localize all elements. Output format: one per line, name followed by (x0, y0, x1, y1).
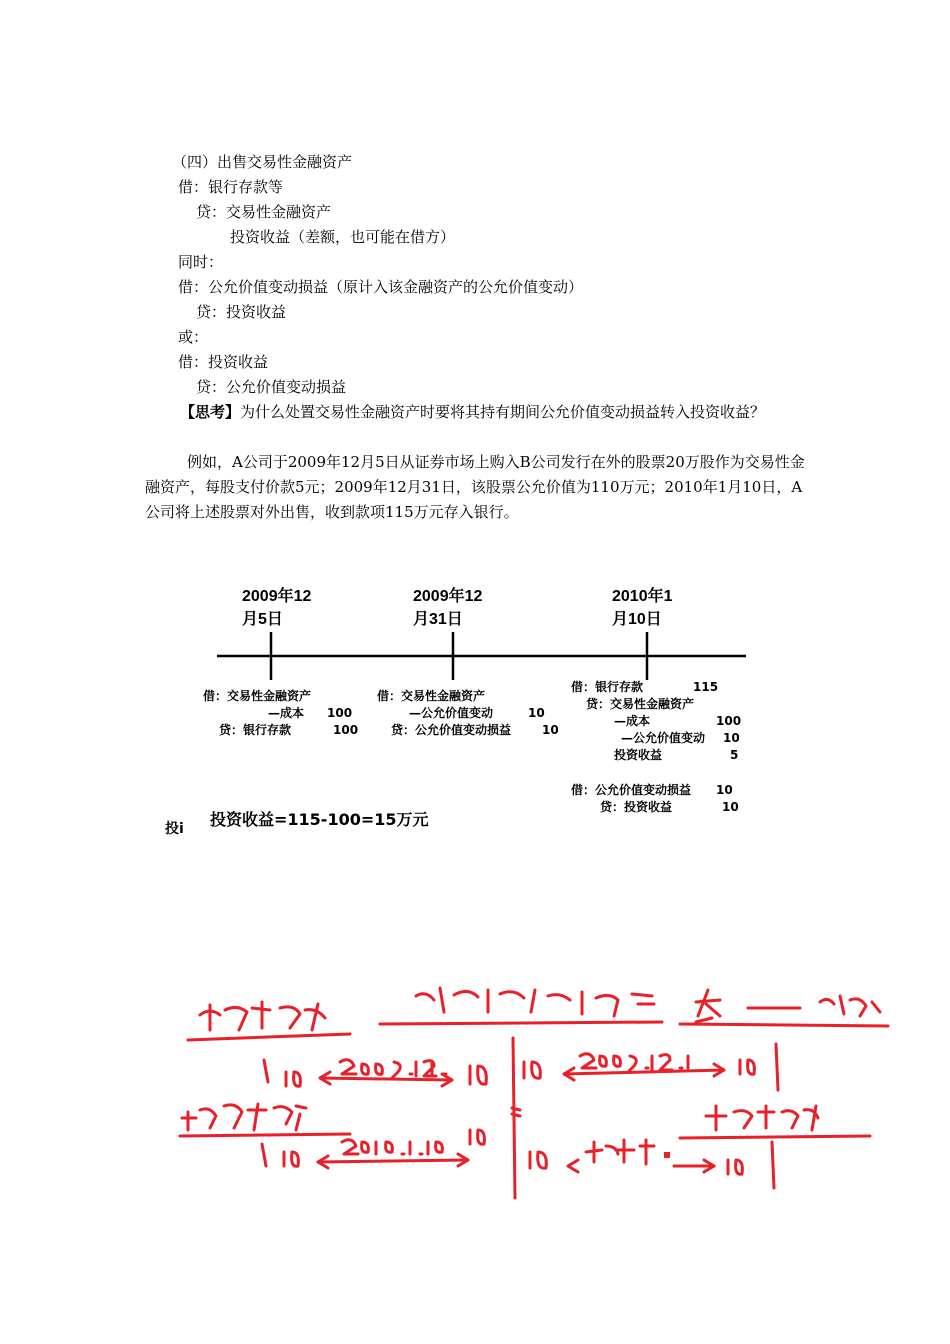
journal-entry-3-credit: 贷：交易性金融资产 (586, 697, 695, 711)
date-line: 月31日 (413, 611, 463, 628)
arrow-line (320, 1078, 452, 1080)
journal-entry-1-debit: 借：交易性金融资产 (203, 689, 312, 703)
t-account-line (380, 1022, 662, 1024)
date-line: 2009年12 (413, 588, 483, 605)
text-line: 贷：交易性金融资产 (196, 203, 332, 221)
journal-entry-1-sub-amount: 100 (327, 706, 353, 720)
text-line: 同时： (178, 253, 224, 271)
t-account-line (776, 1044, 778, 1090)
t-account-line (680, 1136, 870, 1138)
journal-entry-2-sub-amount: 10 (528, 706, 545, 720)
t-account-line (188, 1034, 350, 1040)
arrow-line (564, 1070, 724, 1074)
think-tag: 【思考】 (180, 403, 241, 421)
date-line: 月10日 (612, 611, 662, 628)
text-line: 贷：公允价值变动损益 (196, 378, 347, 396)
text-line: 投资收益（差额，也可能在借方） (230, 228, 456, 246)
text-line: 或： (178, 328, 209, 346)
mark (512, 1108, 520, 1110)
t-account-line (180, 1134, 350, 1136)
journal-entry-3-debit-amount: 115 (693, 680, 719, 694)
text-line: 贷：投资收益 (196, 303, 287, 321)
t-account-line (772, 1142, 774, 1188)
arrow-line (318, 1160, 468, 1162)
partial-label: 投i (165, 821, 184, 837)
text-line: 借：银行存款等 (178, 178, 284, 196)
journal-entry-2-credit: 贷：公允价值变动损益 (391, 723, 512, 737)
date-line: 2009年12 (242, 588, 312, 605)
t-account-line (680, 1024, 888, 1026)
think-text: 为什么处置交易性金融资产时要将其持有期间公允价值变动损益转入投资收益？ (240, 403, 766, 421)
section-heading: （四）出售交易性金融资产 (172, 153, 353, 171)
journal-entry-3-sub1: —成本 (614, 714, 651, 728)
journal-entry-3-sub2-amount: 10 (723, 731, 740, 745)
journal-entry-1-credit-amount: 100 (333, 723, 359, 737)
journal-entry-4-debit-amount: 10 (716, 783, 733, 797)
t-account-line (262, 1144, 266, 1166)
journal-entry-3-sub2: —公允价值变动 (621, 731, 706, 745)
journal-entry-3-gain-amount: 5 (730, 748, 739, 762)
journal-entry-2-sub: —公允价值变动 (409, 706, 494, 720)
journal-entry-4-credit-amount: 10 (722, 800, 739, 814)
example-paragraph: 例如，A公司于2009年12月5日从证券市场上购入B公司发行在外的股票20万股作为交易性金融资产，每股支付价款5元；2009年12月31日，该股票公允价值为110万元；2010年1月10日，A公司将上述股票对外出售，收到款项115万元存入银行。 (145, 453, 805, 521)
investment-income-formula: 投资收益=115-100=15万元 (210, 810, 429, 829)
text-line: 借：公允价值变动损益（原计入该金融资产的公允价值变动） (178, 278, 584, 296)
journal-entry-4-credit: 贷：投资收益 (600, 800, 673, 814)
journal-entry-2-credit-amount: 10 (542, 723, 559, 737)
journal-entry-2-debit: 借：交易性金融资产 (377, 689, 486, 703)
t-account-line (264, 1060, 268, 1082)
journal-entry-1-sub: —成本 (268, 706, 305, 720)
date-line: 2010年1 (612, 588, 673, 605)
date-line: 月5日 (242, 611, 283, 628)
journal-entry-3-sub1-amount: 100 (716, 714, 742, 728)
mark (512, 1114, 520, 1116)
text-line: 借：投资收益 (178, 353, 269, 371)
journal-entry-4-debit: 借：公允价值变动损益 (571, 783, 692, 797)
t-account-divider (513, 1038, 515, 1198)
journal-entry-3-gain: 投资收益 (614, 748, 663, 762)
journal-entry-1-credit: 贷：银行存款 (219, 723, 292, 737)
journal-entry-3-debit: 借：银行存款 (571, 680, 644, 694)
